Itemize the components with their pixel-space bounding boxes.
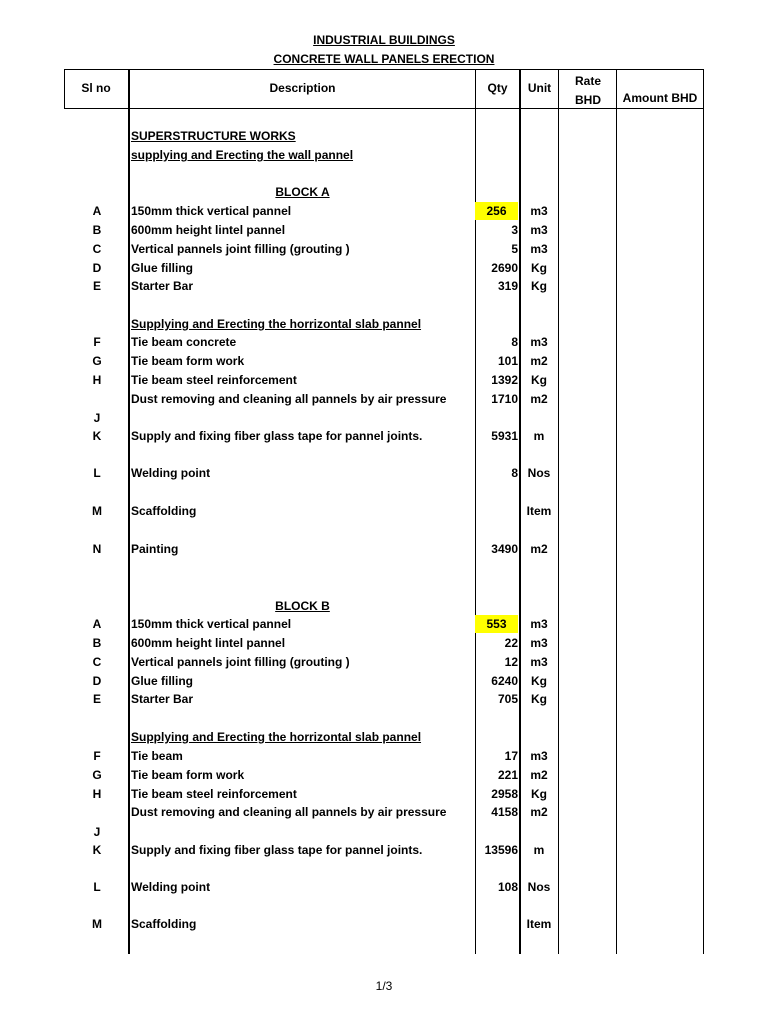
row-qty — [476, 915, 518, 919]
row-unit: m2 — [530, 392, 548, 406]
header-description: Description — [269, 81, 336, 95]
row-sl-no: K — [92, 429, 102, 443]
row-unit: m3 — [530, 335, 548, 349]
row-description: Tie beam steel reinforcement — [131, 787, 297, 801]
row-sl-no: A — [92, 617, 102, 631]
row-description: Welding point — [131, 880, 211, 894]
row-sl-no: E — [92, 279, 101, 293]
row-qty: 17 — [504, 749, 518, 763]
row-qty: 5931 — [491, 429, 518, 443]
row-unit: m2 — [530, 805, 548, 819]
row-qty: 108 — [497, 880, 518, 894]
row-description: 150mm thick vertical pannel — [131, 617, 292, 631]
row-unit: Item — [526, 504, 552, 518]
row-sl-no: D — [92, 261, 102, 275]
row-sl-no: L — [93, 880, 101, 894]
row-unit: m3 — [530, 204, 548, 218]
row-sl-no: F — [93, 335, 101, 349]
row-qty: 4158 — [491, 805, 518, 819]
row-unit: m2 — [530, 542, 548, 556]
row-unit: Nos — [527, 880, 551, 894]
row-qty: 13596 — [484, 843, 518, 857]
row-sl-no: F — [93, 749, 101, 763]
row-description: Welding point — [131, 466, 211, 480]
row-sl-no: E — [92, 692, 101, 706]
document-title: INDUSTRIAL BUILDINGS — [313, 33, 455, 47]
row-qty: 3 — [511, 223, 518, 237]
row-description: 150mm thick vertical pannel — [131, 204, 292, 218]
row-unit: Kg — [531, 787, 547, 801]
row-unit: m3 — [530, 617, 548, 631]
row-description: Tie beam form work — [131, 768, 245, 782]
block-a-title: BLOCK A — [275, 185, 330, 199]
row-unit: Nos — [527, 466, 551, 480]
row-description: Scaffolding — [131, 504, 197, 518]
col-divider-unit — [558, 69, 559, 954]
row-unit: m3 — [530, 749, 548, 763]
row-unit: m3 — [530, 223, 548, 237]
row-qty: 553 — [475, 615, 518, 633]
supply-erect-heading: supplying and Erecting the wall pannel — [131, 148, 354, 162]
row-description: Dust removing and cleaning all pannels by air pressure — [131, 805, 447, 819]
row-sl-no: M — [92, 917, 102, 931]
block-b-slab-heading: Supplying and Erecting the horrizontal slab pannel — [131, 730, 422, 744]
row-unit: Kg — [531, 674, 547, 688]
row-sl-no: K — [92, 843, 102, 857]
row-description: Vertical pannels joint filling (grouting ) — [131, 242, 350, 256]
row-unit: m — [533, 843, 545, 857]
row-sl-no: G — [92, 354, 102, 368]
superstructure-heading: SUPERSTRUCTURE WORKS — [131, 129, 296, 143]
block-a-slab-heading: Supplying and Erecting the horrizontal slab pannel — [131, 317, 422, 331]
page-number: 1/3 — [375, 979, 393, 993]
row-description: Tie beam concrete — [131, 335, 237, 349]
row-sl-no: M — [92, 504, 102, 518]
row-description: Supply and fixing fiber glass tape for pannel joints. — [131, 429, 423, 443]
row-sl-no: L — [93, 466, 101, 480]
row-unit: m3 — [530, 636, 548, 650]
row-qty: 2958 — [491, 787, 518, 801]
row-description: Starter Bar — [131, 279, 194, 293]
table-right-border — [703, 69, 704, 954]
row-sl-no: C — [92, 655, 102, 669]
row-qty: 3490 — [491, 542, 518, 556]
row-sl-no: J — [93, 411, 101, 425]
document-subtitle: CONCRETE WALL PANELS ERECTION — [273, 52, 495, 66]
row-description: Painting — [131, 542, 179, 556]
col-divider-rate — [616, 69, 617, 954]
row-description: Tie beam — [131, 749, 183, 763]
header-unit: Unit — [527, 81, 552, 95]
row-description: Vertical pannels joint filling (grouting ) — [131, 655, 350, 669]
row-sl-no: G — [92, 768, 102, 782]
row-description: Tie beam steel reinforcement — [131, 373, 297, 387]
row-sl-no: D — [92, 674, 102, 688]
block-b-title: BLOCK B — [275, 599, 330, 613]
row-sl-no: H — [92, 373, 102, 387]
row-qty: 5 — [511, 242, 518, 256]
row-qty: 221 — [497, 768, 518, 782]
row-description: Supply and fixing fiber glass tape for pannel joints. — [131, 843, 423, 857]
row-qty: 1710 — [491, 392, 518, 406]
row-qty: 256 — [475, 202, 518, 220]
header-sl-no: Sl no — [81, 81, 111, 95]
table-top-border — [64, 69, 704, 70]
row-unit: Kg — [531, 373, 547, 387]
row-description: Glue filling — [131, 674, 193, 688]
row-unit: Kg — [531, 261, 547, 275]
row-unit: m3 — [530, 655, 548, 669]
row-qty: 8 — [511, 466, 518, 480]
row-qty: 8 — [511, 335, 518, 349]
row-qty: 1392 — [491, 373, 518, 387]
row-qty: 2690 — [491, 261, 518, 275]
row-qty: 101 — [497, 354, 518, 368]
row-unit: m2 — [530, 354, 548, 368]
header-qty: Qty — [487, 81, 508, 95]
row-description: 600mm height lintel pannel — [131, 636, 286, 650]
header-rate: Rate BHD — [574, 74, 601, 107]
row-sl-no: H — [92, 787, 102, 801]
row-sl-no: J — [93, 825, 101, 839]
header-amount: Amount BHD — [622, 91, 698, 105]
row-qty: 12 — [504, 655, 518, 669]
row-unit: m — [533, 429, 545, 443]
row-description: 600mm height lintel pannel — [131, 223, 286, 237]
row-unit: Item — [526, 917, 552, 931]
row-unit: Kg — [531, 692, 547, 706]
row-description: Starter Bar — [131, 692, 194, 706]
row-sl-no: N — [92, 542, 102, 556]
row-unit: m2 — [530, 768, 548, 782]
row-qty: 6240 — [491, 674, 518, 688]
row-qty: 705 — [497, 692, 518, 706]
row-unit: Kg — [531, 279, 547, 293]
row-qty: 22 — [504, 636, 518, 650]
row-description: Scaffolding — [131, 917, 197, 931]
row-description: Dust removing and cleaning all pannels by air pressure — [131, 392, 447, 406]
row-sl-no: A — [92, 204, 102, 218]
row-sl-no: C — [92, 242, 102, 256]
row-qty — [476, 502, 518, 506]
row-sl-no: B — [92, 223, 102, 237]
row-sl-no: B — [92, 636, 102, 650]
row-qty: 319 — [497, 279, 518, 293]
row-unit: m3 — [530, 242, 548, 256]
row-description: Tie beam form work — [131, 354, 245, 368]
row-description: Glue filling — [131, 261, 193, 275]
